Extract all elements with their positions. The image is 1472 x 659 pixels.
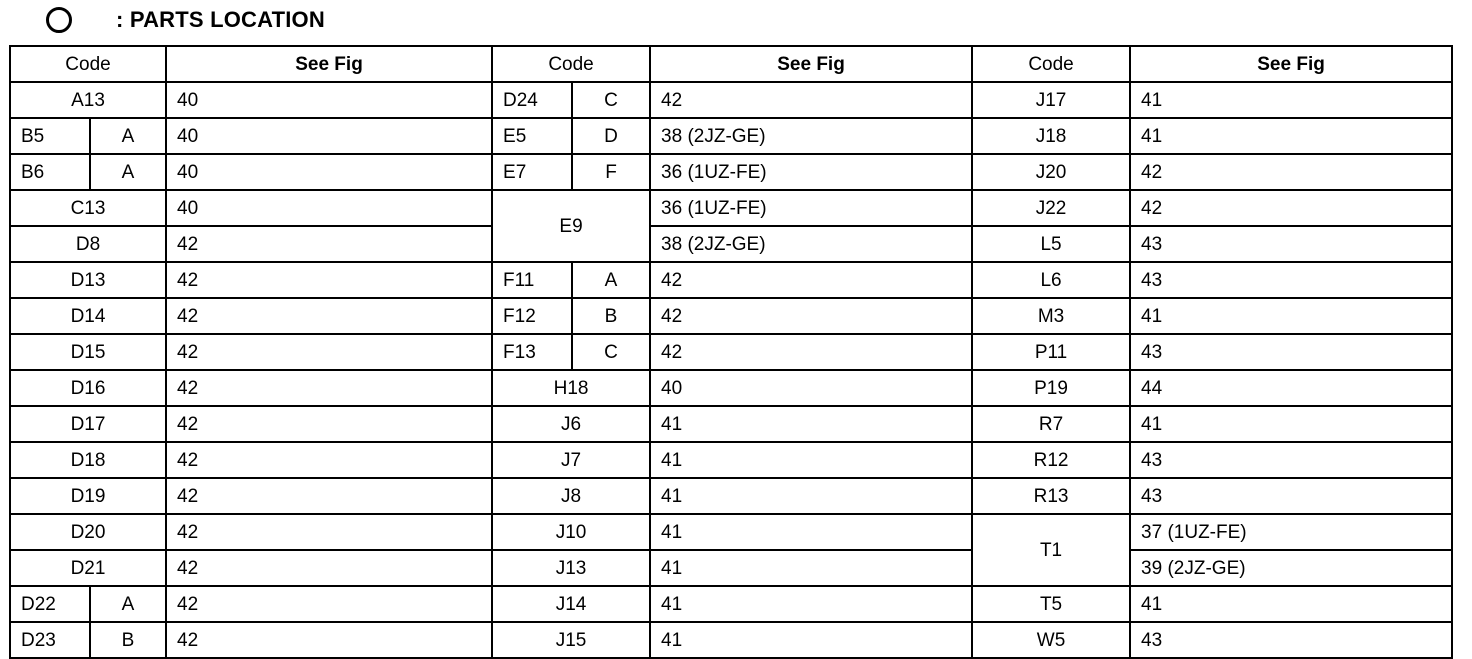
- fig-cell: 40: [166, 82, 492, 118]
- fig-cell: 41: [650, 622, 972, 658]
- fig-cell: 41: [650, 406, 972, 442]
- fig-cell: 41: [650, 586, 972, 622]
- fig-cell: 42: [166, 298, 492, 334]
- code-cell: E9: [492, 190, 650, 262]
- fig-cell: 42: [166, 586, 492, 622]
- fig-cell: 42: [166, 406, 492, 442]
- connector-cell: D: [572, 118, 650, 154]
- connector-cell: A: [572, 262, 650, 298]
- fig-cell: 39 (2JZ-GE): [1130, 550, 1452, 586]
- see-fig-header: See Fig: [1130, 46, 1452, 82]
- code-cell: M3: [972, 298, 1130, 334]
- fig-cell: 41: [1130, 118, 1452, 154]
- circle-icon: [46, 7, 72, 33]
- fig-cell: 42: [650, 262, 972, 298]
- code-cell: J6: [492, 406, 650, 442]
- connector-cell: F: [572, 154, 650, 190]
- code-cell: B5: [10, 118, 90, 154]
- code-cell: J13: [492, 550, 650, 586]
- code-cell: E5: [492, 118, 572, 154]
- code-cell: E7: [492, 154, 572, 190]
- fig-cell: 42: [166, 622, 492, 658]
- fig-cell: 36 (1UZ-FE): [650, 154, 972, 190]
- code-cell: J8: [492, 478, 650, 514]
- code-cell: D20: [10, 514, 166, 550]
- fig-cell: 41: [1130, 82, 1452, 118]
- code-cell: F13: [492, 334, 572, 370]
- fig-cell: 41: [1130, 586, 1452, 622]
- code-cell: J17: [972, 82, 1130, 118]
- table-row: [10, 298, 1452, 334]
- code-cell: A13: [10, 82, 166, 118]
- fig-cell: 41: [650, 442, 972, 478]
- parts-location-table: [9, 45, 1453, 659]
- table-row: [10, 514, 1452, 550]
- code-cell: R7: [972, 406, 1130, 442]
- fig-cell: 42: [1130, 190, 1452, 226]
- code-cell: J10: [492, 514, 650, 550]
- code-header: Code: [972, 46, 1130, 82]
- fig-cell: 41: [650, 514, 972, 550]
- table-row: [10, 622, 1452, 658]
- code-cell: J20: [972, 154, 1130, 190]
- code-cell: B6: [10, 154, 90, 190]
- code-cell: F11: [492, 262, 572, 298]
- fig-cell: 42: [166, 550, 492, 586]
- table-row: [10, 550, 1452, 586]
- connector-cell: B: [90, 622, 166, 658]
- connector-cell: C: [572, 82, 650, 118]
- code-cell: D16: [10, 370, 166, 406]
- see-fig-header: See Fig: [166, 46, 492, 82]
- fig-cell: 42: [166, 370, 492, 406]
- connector-cell: A: [90, 586, 166, 622]
- table-row: [10, 262, 1452, 298]
- fig-cell: 44: [1130, 370, 1452, 406]
- code-cell: T5: [972, 586, 1130, 622]
- fig-cell: 41: [650, 550, 972, 586]
- code-cell: D18: [10, 442, 166, 478]
- fig-cell: 38 (2JZ-GE): [650, 118, 972, 154]
- code-cell: H18: [492, 370, 650, 406]
- fig-cell: 42: [650, 298, 972, 334]
- fig-cell: 42: [1130, 154, 1452, 190]
- table-row: [10, 190, 1452, 226]
- connector-cell: C: [572, 334, 650, 370]
- fig-cell: 42: [650, 82, 972, 118]
- code-cell: D14: [10, 298, 166, 334]
- fig-cell: 41: [1130, 298, 1452, 334]
- fig-cell: 42: [166, 442, 492, 478]
- code-cell: D21: [10, 550, 166, 586]
- code-cell: R12: [972, 442, 1130, 478]
- code-cell: D13: [10, 262, 166, 298]
- code-cell: C13: [10, 190, 166, 226]
- table-row: [10, 406, 1452, 442]
- see-fig-header: See Fig: [650, 46, 972, 82]
- table-row: [10, 442, 1452, 478]
- table-row: [10, 154, 1452, 190]
- fig-cell: 43: [1130, 442, 1452, 478]
- fig-cell: 43: [1130, 622, 1452, 658]
- code-cell: J15: [492, 622, 650, 658]
- fig-cell: 42: [650, 334, 972, 370]
- table-row: [10, 586, 1452, 622]
- code-cell: R13: [972, 478, 1130, 514]
- connector-cell: B: [572, 298, 650, 334]
- fig-cell: 42: [166, 514, 492, 550]
- code-cell: D24: [492, 82, 572, 118]
- code-cell: J14: [492, 586, 650, 622]
- table-row: [10, 82, 1452, 118]
- code-cell: T1: [972, 514, 1130, 586]
- fig-cell: 36 (1UZ-FE): [650, 190, 972, 226]
- table-row: [10, 478, 1452, 514]
- page-header: [46, 4, 325, 36]
- fig-cell: 42: [166, 478, 492, 514]
- fig-cell: 38 (2JZ-GE): [650, 226, 972, 262]
- fig-cell: 43: [1130, 226, 1452, 262]
- fig-cell: 41: [650, 478, 972, 514]
- fig-cell: 40: [166, 118, 492, 154]
- code-header: Code: [10, 46, 166, 82]
- code-header: Code: [492, 46, 650, 82]
- table-row: [10, 370, 1452, 406]
- code-cell: D22: [10, 586, 90, 622]
- connector-cell: A: [90, 154, 166, 190]
- code-cell: J22: [972, 190, 1130, 226]
- fig-cell: 37 (1UZ-FE): [1130, 514, 1452, 550]
- code-cell: D15: [10, 334, 166, 370]
- fig-cell: 40: [166, 190, 492, 226]
- fig-cell: 43: [1130, 478, 1452, 514]
- code-cell: W5: [972, 622, 1130, 658]
- fig-cell: 40: [166, 154, 492, 190]
- fig-cell: 43: [1130, 334, 1452, 370]
- header-row: [10, 46, 1452, 82]
- code-cell: D8: [10, 226, 166, 262]
- table-row: [10, 226, 1452, 262]
- code-cell: L5: [972, 226, 1130, 262]
- code-cell: P11: [972, 334, 1130, 370]
- code-cell: D17: [10, 406, 166, 442]
- code-cell: D23: [10, 622, 90, 658]
- fig-cell: 42: [166, 226, 492, 262]
- table-row: [10, 334, 1452, 370]
- code-cell: L6: [972, 262, 1130, 298]
- connector-cell: A: [90, 118, 166, 154]
- page-title: : PARTS LOCATION: [116, 7, 325, 32]
- fig-cell: 42: [166, 262, 492, 298]
- table-row: [10, 118, 1452, 154]
- code-cell: F12: [492, 298, 572, 334]
- code-cell: J7: [492, 442, 650, 478]
- fig-cell: 41: [1130, 406, 1452, 442]
- code-cell: D19: [10, 478, 166, 514]
- code-cell: P19: [972, 370, 1130, 406]
- fig-cell: 42: [166, 334, 492, 370]
- code-cell: J18: [972, 118, 1130, 154]
- fig-cell: 43: [1130, 262, 1452, 298]
- fig-cell: 40: [650, 370, 972, 406]
